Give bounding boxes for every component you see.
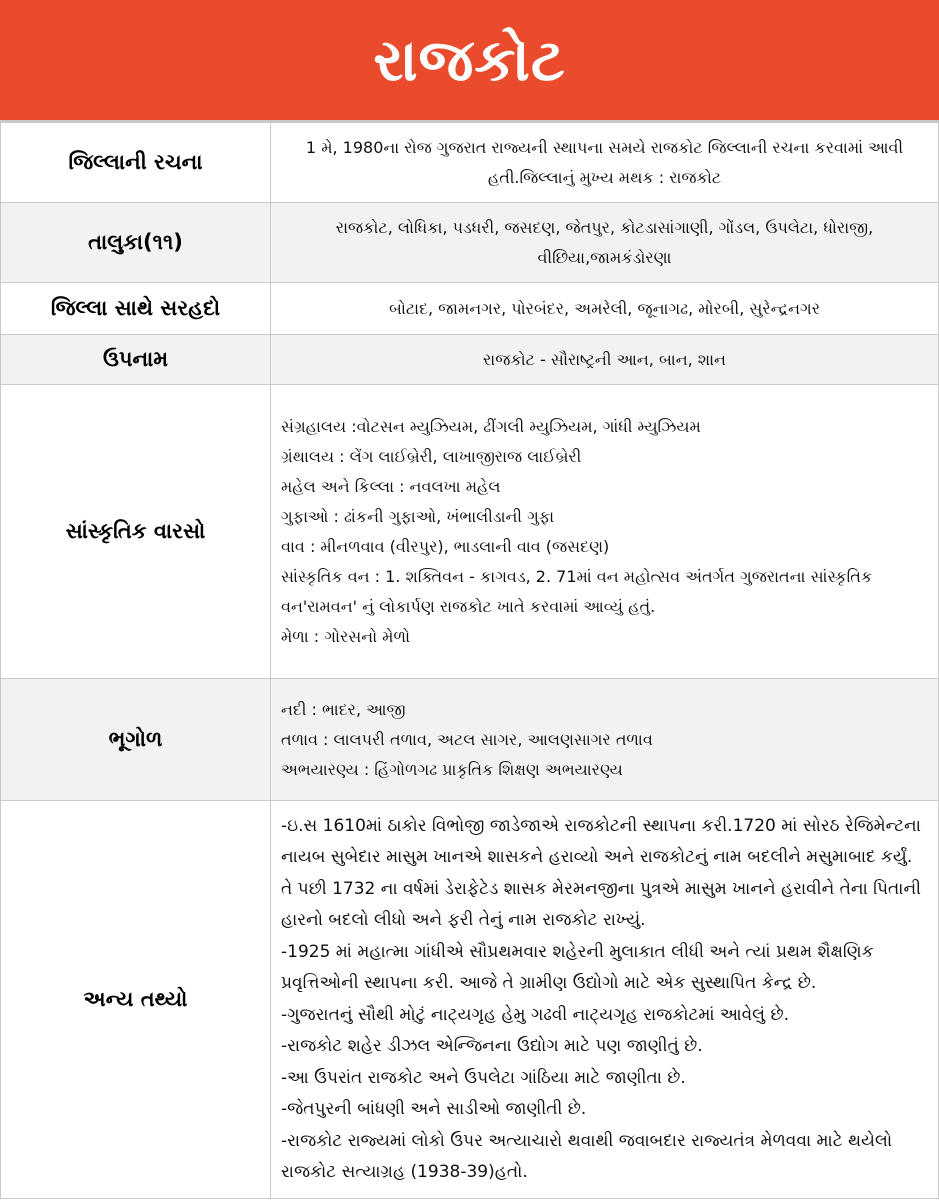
value-line: ગ્રંથાલય : લેંગ લાઈબ્રેરી, લાખાજીરાજ લાઈબ્રેરી (281, 446, 582, 466)
table-row (1, 801, 939, 1199)
value-line: સંગ્રહાલય :વોટસન મ્યુઝિયમ, ઢીંગલી મ્યુઝિયમ, ગાંધી મ્યુઝિયમ (281, 416, 701, 436)
table-row (1, 385, 939, 679)
row-label: તાલુકા(૧૧) (1, 203, 271, 283)
value-line: -રાજકોટ રાજ્યમાં લોકો ઉપર અત્યાચારો થવાથી જવાબદાર રાજ્યતંત્ર મેળવવા માટે થયેલો રાજકોટ સત્યાગ્રહ (1938-39)હતો. (281, 1130, 893, 1182)
value-line: મેળા : ગોરસનો મેળો (281, 626, 410, 646)
value-line: -જેતપુરની બાંધણી અને સાડીઓ જાણીતી છે. (281, 1099, 587, 1119)
header-banner (0, 0, 939, 122)
value-line: રાજકોટ - સૌરાષ્ટ્રની આન, બાન, શાન (483, 349, 726, 369)
row-label: ભૂગોળ (1, 679, 271, 801)
page-title: રાજકોટ (373, 25, 566, 94)
value-line: તળાવ : લાલપરી તળાવ, અટલ સાગર, આલણસાગર તળાવ (281, 729, 653, 749)
row-value (271, 679, 939, 801)
value-line: -1925 માં મહાત્મા ગાંધીએ સૌપ્રથમવાર શહેરની મુલાકાત લીધી અને ત્યાં પ્રથમ શૈક્ષણિક પ્રવૃત્તિઓની સ્થાપના કરી. આજે તે ગ્રામીણ ઉદ્યોગો માટે એક સુસ્થાપિત કેન્દ્ર છે. (281, 941, 874, 993)
row-value (271, 283, 939, 335)
value-line: નદી : ભાદર, આજી (281, 699, 406, 719)
row-value (271, 123, 939, 203)
row-label: અન્ય તથ્યો (1, 801, 271, 1199)
table-row (1, 283, 939, 335)
info-table (0, 122, 939, 1199)
table-row (1, 203, 939, 283)
row-label: જિલ્લાની રચના (1, 123, 271, 203)
row-label: સાંસ્કૃતિક વારસો (1, 385, 271, 679)
value-line: -ગુજરાતનું સૌથી મોટું નાટ્યગૃહ હેમુ ગઢવી નાટ્યગૃહ રાજકોટમાં આવેલું છે. (281, 1004, 789, 1025)
row-value (271, 801, 939, 1199)
table-row (1, 335, 939, 385)
value-line: રાજકોટ, લોધિકા, પડધરી, જસદણ, જેતપુર, કોટડાસાંગાણી, ગોંડલ, ઉપલેટા, ધોરાજી, વીછિયા,જામકંડોરણા (335, 217, 874, 267)
value-line: -ઇ.સ 1610માં ઠાકોર વિભોજી જાડેજાએ રાજકોટની સ્થાપના કરી.1720 માં સોરઠ રેજિમેન્ટના નાયબ સુબેદાર માસુમ ખાનએ શાસકને હરાવ્યો અને રાજકોટનું નામ બદલીને મસુમાબાદ કર્યું. તે પછી 1732 ના વર્ષમાં ડેરાફેટેડ શાસક મેરમનજીના પુત્રએ માસુમ ખાનને હરાવીને તેના પિતાની હારનો બદલો લીધો અને ફરી તેનું નામ રાજકોટ રાખ્યું. (281, 815, 921, 930)
row-label: ઉપનામ (1, 335, 271, 385)
value-line: -આ ઉપરાંત રાજકોટ અને ઉપલેટા ગાંઠિયા માટે જાણીતા છે. (281, 1067, 686, 1088)
table-row (1, 679, 939, 801)
table-row (1, 123, 939, 203)
value-line: બોટાદ, જામનગર, પોરબંદર, અમરેલી, જૂનાગઢ, મોરબી, સુરેન્દ્રનગર (388, 298, 821, 318)
value-line: વાવ : મીનળવાવ (વીરપુર), ભાડલાની વાવ (જસદણ) (281, 536, 610, 556)
value-line: સાંસ્કૃતિક વન : 1. શક્તિવન - કાગવડ, 2. 71માં વન મહોત્સવ અંતર્ગત ગુજરાતના સાંસ્કૃતિક વન'રામવન' નું લોકાર્પણ રાજકોટ ખાતે કરવામાં આવ્યું હતું. (281, 566, 873, 616)
value-line: ગુફાઓ : ઢાંકની ગુફાઓ, ખંભાલીડાની ગુફા (281, 506, 555, 526)
value-line: -રાજકોટ શહેર ડીઝલ એન્જિનના ઉદ્યોગ માટે પણ જાણીતું છે. (281, 1036, 703, 1056)
row-value (271, 335, 939, 385)
row-value (271, 385, 939, 679)
value-line: અભયારણ્ય : હિંગોળગઢ પ્રાકૃતિક શિક્ષણ અભયારણ્ય (281, 759, 623, 779)
row-label: જિલ્લા સાથે સરહદો (1, 283, 271, 335)
value-line: 1 મે, 1980ના રોજ ગુજરાત રાજ્યની સ્થાપના સમયે રાજકોટ જિલ્લાની રચના કરવામાં આવી હતી.જિલ્લાનું મુખ્ય મથક : રાજકોટ (305, 137, 904, 187)
row-value (271, 203, 939, 283)
value-line: મહેલ અને કિલ્લા : નવલખા મહેલ (281, 476, 501, 496)
